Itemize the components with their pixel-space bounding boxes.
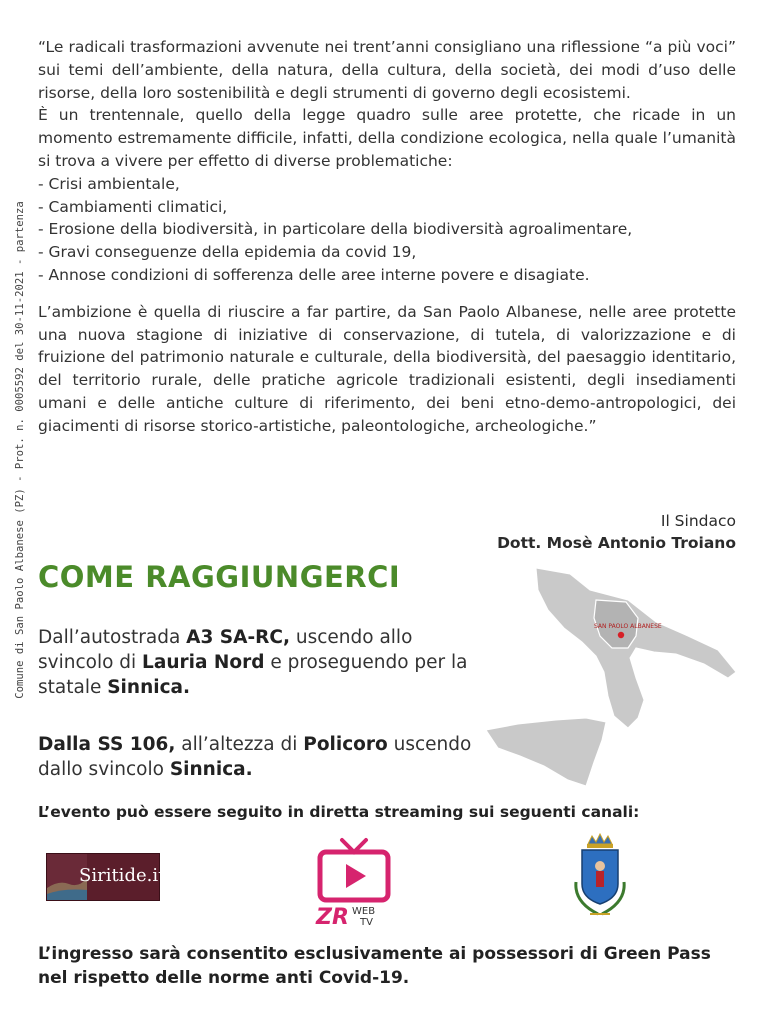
zr-web-text: WEB — [352, 906, 376, 917]
streaming-notice: L’evento può essere seguito in diretta streaming sui seguenti canali: — [38, 803, 640, 821]
exit-name: Sinnica. — [169, 759, 253, 780]
crown-icon — [588, 834, 612, 844]
exit-name: Lauria Nord — [142, 652, 265, 673]
mayor-quote — [38, 36, 736, 438]
green-pass-notice — [38, 942, 738, 990]
signature-role: Il Sindaco — [660, 512, 736, 530]
protocol-stamp — [8, 150, 32, 750]
sicily-shape — [486, 718, 606, 786]
notice-line-1: L’ingresso sarà consentito esclusivamente ai possessori di Green Pass — [38, 944, 711, 964]
list-item: - Erosione della biodiversità, in particolare della biodiversità agroalimentare, — [38, 220, 633, 239]
quote-paragraph-3: L’ambizione è quella di riuscire a far partire, da San Paolo Albanese, nelle aree protette una nuova stagione di iniziative di conservazione, di tutela, di valorizzazione e di fruizione del patrimonio naturale e culturale, della biodiversità, del paesaggio identitario, del territorio rurale, delle pratiche agricole tradizionali esistenti, degli insediamenti umani e delle antiche culture di riferimento, dei beni etno-demo-antropologici, dei giacimenti di risorse storico-artistiche, paleontologiche, archeologiche.” — [38, 302, 736, 435]
figure-icon — [596, 871, 604, 887]
zr-tv-text: TV — [360, 917, 373, 928]
quote-paragraph-1: “Le radicali trasformazioni avvenute nei trent’anni consigliano una riflessione “a più voci” sui temi dell’ambiente, della natura, della cultura, della società, dei modi d’uso delle risorse, della loro sostenibilità e degli strumenti di governo degli ecosistemi. — [38, 38, 736, 102]
road-name: Sinnica. — [107, 677, 191, 698]
problems-list — [38, 173, 736, 287]
mainland-shape — [536, 568, 736, 728]
list-item: - Gravi conseguenze della epidemia da covid 19, — [38, 243, 417, 262]
highway-name: A3 SA-RC, — [186, 627, 290, 648]
map-label: SAN PAOLO ALBANESE — [594, 623, 662, 630]
municipal-crest-logo[interactable] — [568, 832, 632, 924]
southern-italy-map — [478, 560, 740, 792]
direction-highway: Dall’autostrada A3 SA-RC, uscendo allo svincolo di Lauria Nord e proseguendo per la statale Sinnica. — [38, 627, 468, 698]
siritide-logo-text: Siritide.it — [79, 865, 166, 886]
zr-text: ZR — [316, 905, 349, 928]
road-name: Dalla SS 106, — [38, 734, 176, 755]
direction-ss106: Dalla SS 106, all’altezza di Policoro uscendo dallo svincolo Sinnica. — [38, 734, 472, 780]
play-icon — [346, 864, 366, 888]
siritide-logo[interactable] — [46, 853, 166, 901]
quote-paragraph-2: È un trentennale, quello della legge quadro sulle aree protette, che ricade in un momento estremamente difficile, infatti, della condizione ecologica, nella quale l’umanità si trova a vivere per effetto di diverse problematiche: — [38, 106, 736, 170]
list-item: - Crisi ambientale, — [38, 174, 180, 193]
section-title: COME RAGGIUNGERCI — [38, 560, 401, 594]
list-item: - Annose condizioni di sofferenza delle aree interne povere e disagiate. — [38, 265, 590, 284]
protocol-stamp-text: Comune di San Paolo Albanese (PZ) - Prot. n. 0005592 del 30-11-2021 - partenza — [14, 201, 26, 699]
notice-line-2: nel rispetto delle norme anti Covid-19. — [38, 968, 410, 988]
location-marker — [618, 632, 624, 638]
town-name: Policoro — [303, 734, 388, 755]
signature — [497, 510, 736, 554]
list-item: - Cambiamenti climatici, — [38, 197, 228, 216]
zr-web-tv-logo[interactable] — [312, 836, 396, 928]
signature-name: Dott. Mosè Antonio Troiano — [497, 534, 736, 552]
